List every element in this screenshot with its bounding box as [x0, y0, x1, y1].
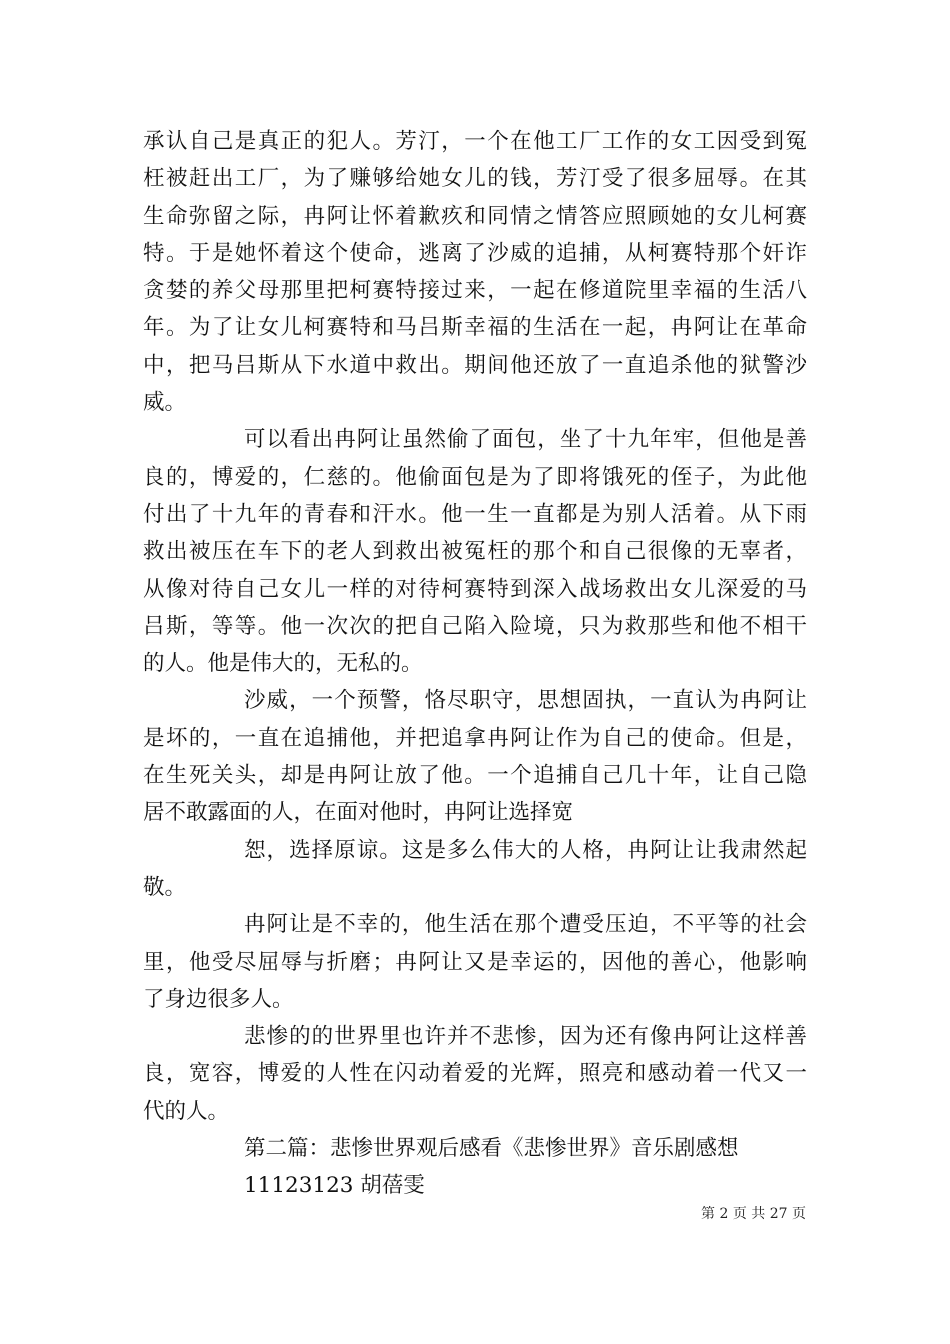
text-line: 11123123 胡蓓雯 [244, 1173, 425, 1199]
text-line: 贪婪的养父母那里把柯赛特接过来，一起在修道院里幸福的生活八 [143, 278, 807, 304]
document-body [143, 123, 807, 1205]
text-line: 冉阿让是不幸的，他生活在那个遭受压迫，不平等的社会 [244, 912, 807, 938]
text-line: 里，他受尽屈辱与折磨；冉阿让又是幸运的，因他的善心，他影响 [143, 949, 807, 975]
text-line: 可以看出冉阿让虽然偷了面包，坐了十九年牢，但他是善 [244, 427, 807, 453]
page-number: 第 2 页 共 27 页 [701, 1206, 806, 1222]
text-line: 代的人。 [143, 1098, 230, 1124]
text-line: 良的，博爱的，仁慈的。他偷面包是为了即将饿死的侄子，为此他 [143, 464, 807, 490]
text-line: 居不敢露面的人，在面对他时，冉阿让选择宽 [143, 800, 574, 826]
text-line: 威。 [143, 390, 187, 416]
text-line: 枉被赶出工厂，为了赚够给她女儿的钱，芳汀受了很多屈辱。在其 [143, 166, 807, 192]
text-line: 吕斯，等等。他一次次的把自己陷入险境，只为救那些和他不相干 [143, 613, 807, 639]
text-line: 恕，选择原谅。这是多么伟大的人格，冉阿让让我肃然起 [244, 837, 807, 863]
text-line: 特。于是她怀着这个使命，逃离了沙威的追捕，从柯赛特那个奸诈 [143, 240, 807, 266]
text-line: 年。为了让女儿柯赛特和马吕斯幸福的生活在一起，冉阿让在革命 [143, 315, 807, 341]
text-line: 悲惨的的世界里也许并不悲惨，因为还有像冉阿让这样善 [244, 1024, 807, 1050]
text-line: 的人。他是伟大的，无私的。 [143, 651, 423, 677]
text-line: 了身边很多人。 [143, 986, 294, 1012]
text-line: 在生死关头，却是冉阿让放了他。一个追捕自己几十年，让自己隐 [143, 763, 807, 789]
text-line: 生命弥留之际，冉阿让怀着歉疚和同情之情答应照顾她的女儿柯赛 [143, 203, 807, 229]
text-line: 从像对待自己女儿一样的对待柯赛特到深入战场救出女儿深爱的马 [143, 576, 807, 602]
text-line: 是坏的，一直在追捕他，并把追拿冉阿让作为自己的使命。但是， [143, 725, 807, 751]
text-line: 付出了十九年的青春和汗水。他一生一直都是为别人活着。从下雨 [143, 501, 807, 527]
text-line: 良，宽容，博爱的人性在闪动着爱的光辉，照亮和感动着一代又一 [143, 1061, 807, 1087]
text-line: 中，把马吕斯从下水道中救出。期间他还放了一直追杀他的狱警沙 [143, 352, 807, 378]
text-line: 敬。 [143, 874, 187, 900]
text-line: 沙威，一个预警，恪尽职守，思想固执，一直认为冉阿让 [244, 688, 807, 714]
text-line: 第二篇：悲惨世界观后感看《悲惨世界》音乐剧感想 [244, 1136, 739, 1162]
text-line: 承认自己是真正的犯人。芳汀，一个在他工厂工作的女工因受到冤 [143, 129, 807, 154]
text-line: 救出被压在车下的老人到救出被冤枉的那个和自己很像的无辜者， [143, 539, 807, 565]
